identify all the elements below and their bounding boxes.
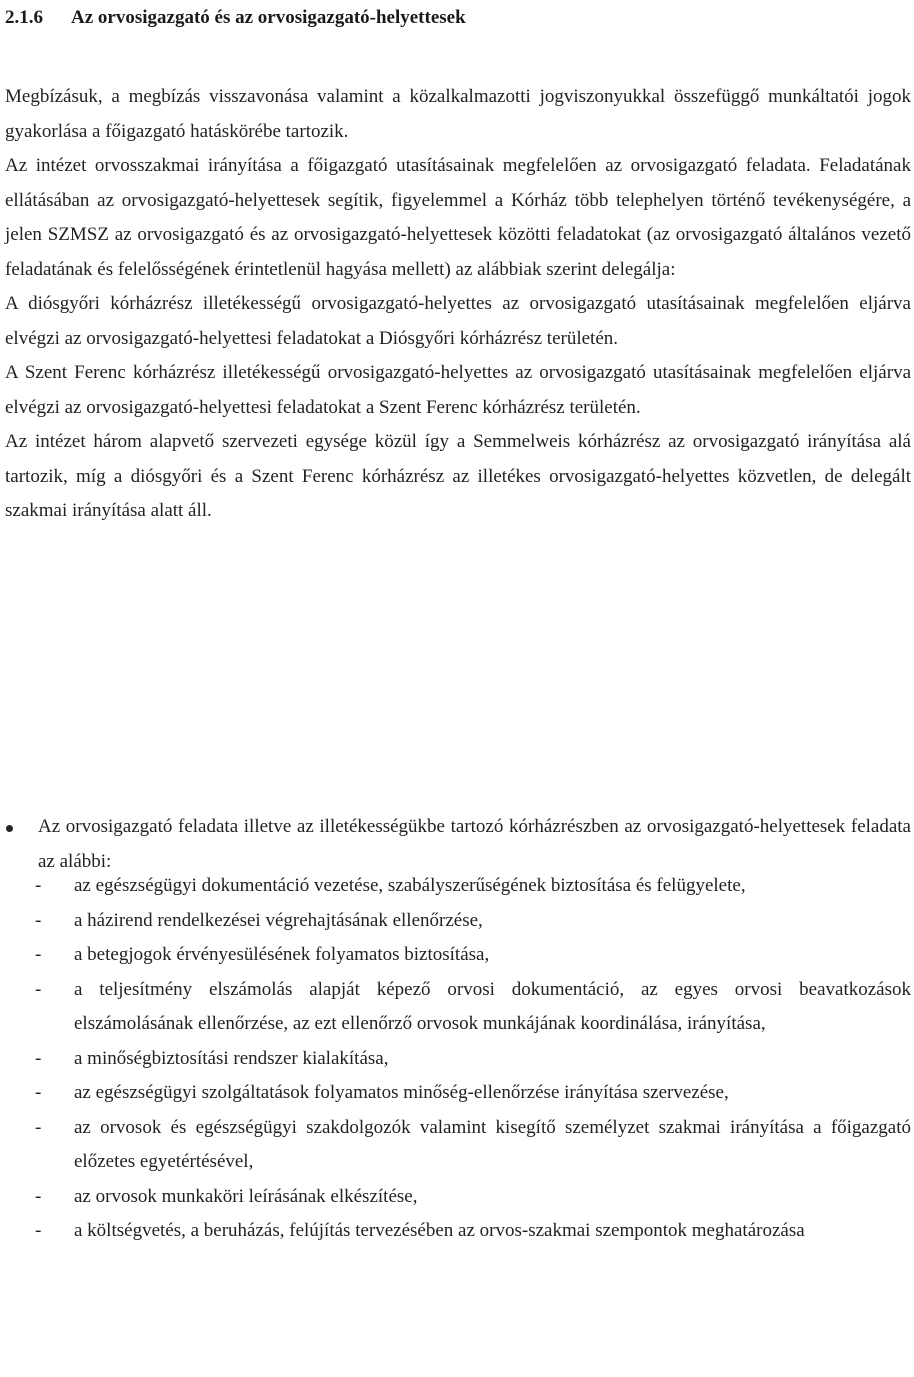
dash-marker: -	[35, 1082, 42, 1103]
dash-marker: -	[35, 978, 42, 1000]
task-text: az egészségügyi szolgáltatások folyamatos minőség-ellenőrzése irányítása szervezése,	[74, 1082, 729, 1103]
task-text: a költségvetés, a beruházás, felújítás tervezésében az orvos-szakmai szempontok meghatározása	[74, 1220, 805, 1241]
dash-marker: -	[35, 1220, 42, 1241]
paragraph-diosgyor: A diósgyőri kórházrész illetékességű orvosigazgató-helyettes az orvosigazgató utasításainak megfelelően eljárva elvégzi az orvosigazgató-helyettesi feladatokat a Diósgyőri kórházrész területén.	[5, 293, 911, 349]
task-text: a teljesítmény elszámolás alapját képező orvosi dokumentáció, az egyes orvosi beavatkozások elszámolásának ellenőrzése, az ezt ellenőrző orvosok munkájának koordinálása, irányítása,	[74, 978, 911, 1034]
section-heading	[5, 6, 466, 30]
list-item	[5, 1111, 911, 1180]
bullet-dot-icon	[6, 825, 13, 832]
list-item	[5, 869, 911, 904]
list-item	[5, 1076, 911, 1111]
list-item	[5, 1042, 911, 1077]
section-number: 2.1.6	[5, 7, 43, 28]
bullet-text: Az orvosigazgató feladata illetve az illetékességükbe tartozó kórházrészben az orvosigazgató-helyettesek feladata az alábbi:	[38, 816, 911, 872]
dash-marker: -	[35, 1116, 42, 1138]
dash-marker: -	[35, 1047, 42, 1069]
list-item	[5, 938, 911, 973]
task-text: a betegjogok érvényesülésének folyamatos biztosítása,	[74, 944, 490, 965]
paragraph-direction: Az intézet orvosszakmai irányítása a főigazgató utasításainak megfelelően az orvosigazgató feladata. Feladatának ellátásában az orvosigazgató-helyettesek segítik, figyelemmel a Kórház több telephelyen történő tevékenységére, a jelen SZMSZ az orvosigazgató és az orvosigazgató-helyettesek közötti feladatokat (az orvosigazgató általános vezető feladatának és felelősségének érintetlenül hagyása mellett) az alábbiak szerint delegálja:	[5, 155, 911, 280]
task-text: a házirend rendelkezései végrehajtásának ellenőrzése,	[74, 909, 483, 931]
task-text: az egészségügyi dokumentáció vezetése, szabályszerűségének biztosítása és felügyelete,	[74, 875, 746, 896]
list-item	[5, 1214, 911, 1249]
section-title: Az orvosigazgató és az orvosigazgató-helyettesek	[71, 7, 466, 28]
dash-marker: -	[35, 944, 42, 965]
dash-marker: -	[35, 875, 42, 896]
task-list	[5, 869, 911, 1249]
dash-marker: -	[35, 909, 42, 931]
task-text: az orvosok és egészségügyi szakdolgozók valamint kisegítő személyzet szakmai irányítása a főigazgató előzetes egyetértésével,	[74, 1116, 911, 1172]
task-text: a minőségbiztosítási rendszer kialakítása,	[74, 1047, 389, 1069]
list-item	[5, 1180, 911, 1215]
list-item	[5, 973, 911, 1042]
body-paragraphs	[5, 80, 911, 529]
paragraph-appointment: Megbízásuk, a megbízás visszavonása valamint a közalkalmazotti jogviszonyukkal összefüggő munkáltatói jogok gyakorlása a főigazgató hatáskörébe tartozik.	[5, 86, 911, 142]
paragraph-units: Az intézet három alapvető szervezeti egysége közül így a Semmelweis kórházrész az orvosigazgató irányítása alá tartozik, míg a diósgyőri és a Szent Ferenc kórházrész az illetékes orvosigazgató-helyettes közvetlen, de delegált szakmai irányítása alatt áll.	[5, 431, 911, 521]
list-item	[5, 904, 911, 939]
paragraph-szent-ferenc: A Szent Ferenc kórházrész illetékességű orvosigazgató-helyettes az orvosigazgató utasításainak megfelelően eljárva elvégzi az orvosigazgató-helyettesi feladatokat a Szent Ferenc kórházrész területén.	[5, 362, 911, 418]
dash-marker: -	[35, 1185, 42, 1207]
task-text: az orvosok munkaköri leírásának elkészítése,	[74, 1185, 418, 1207]
